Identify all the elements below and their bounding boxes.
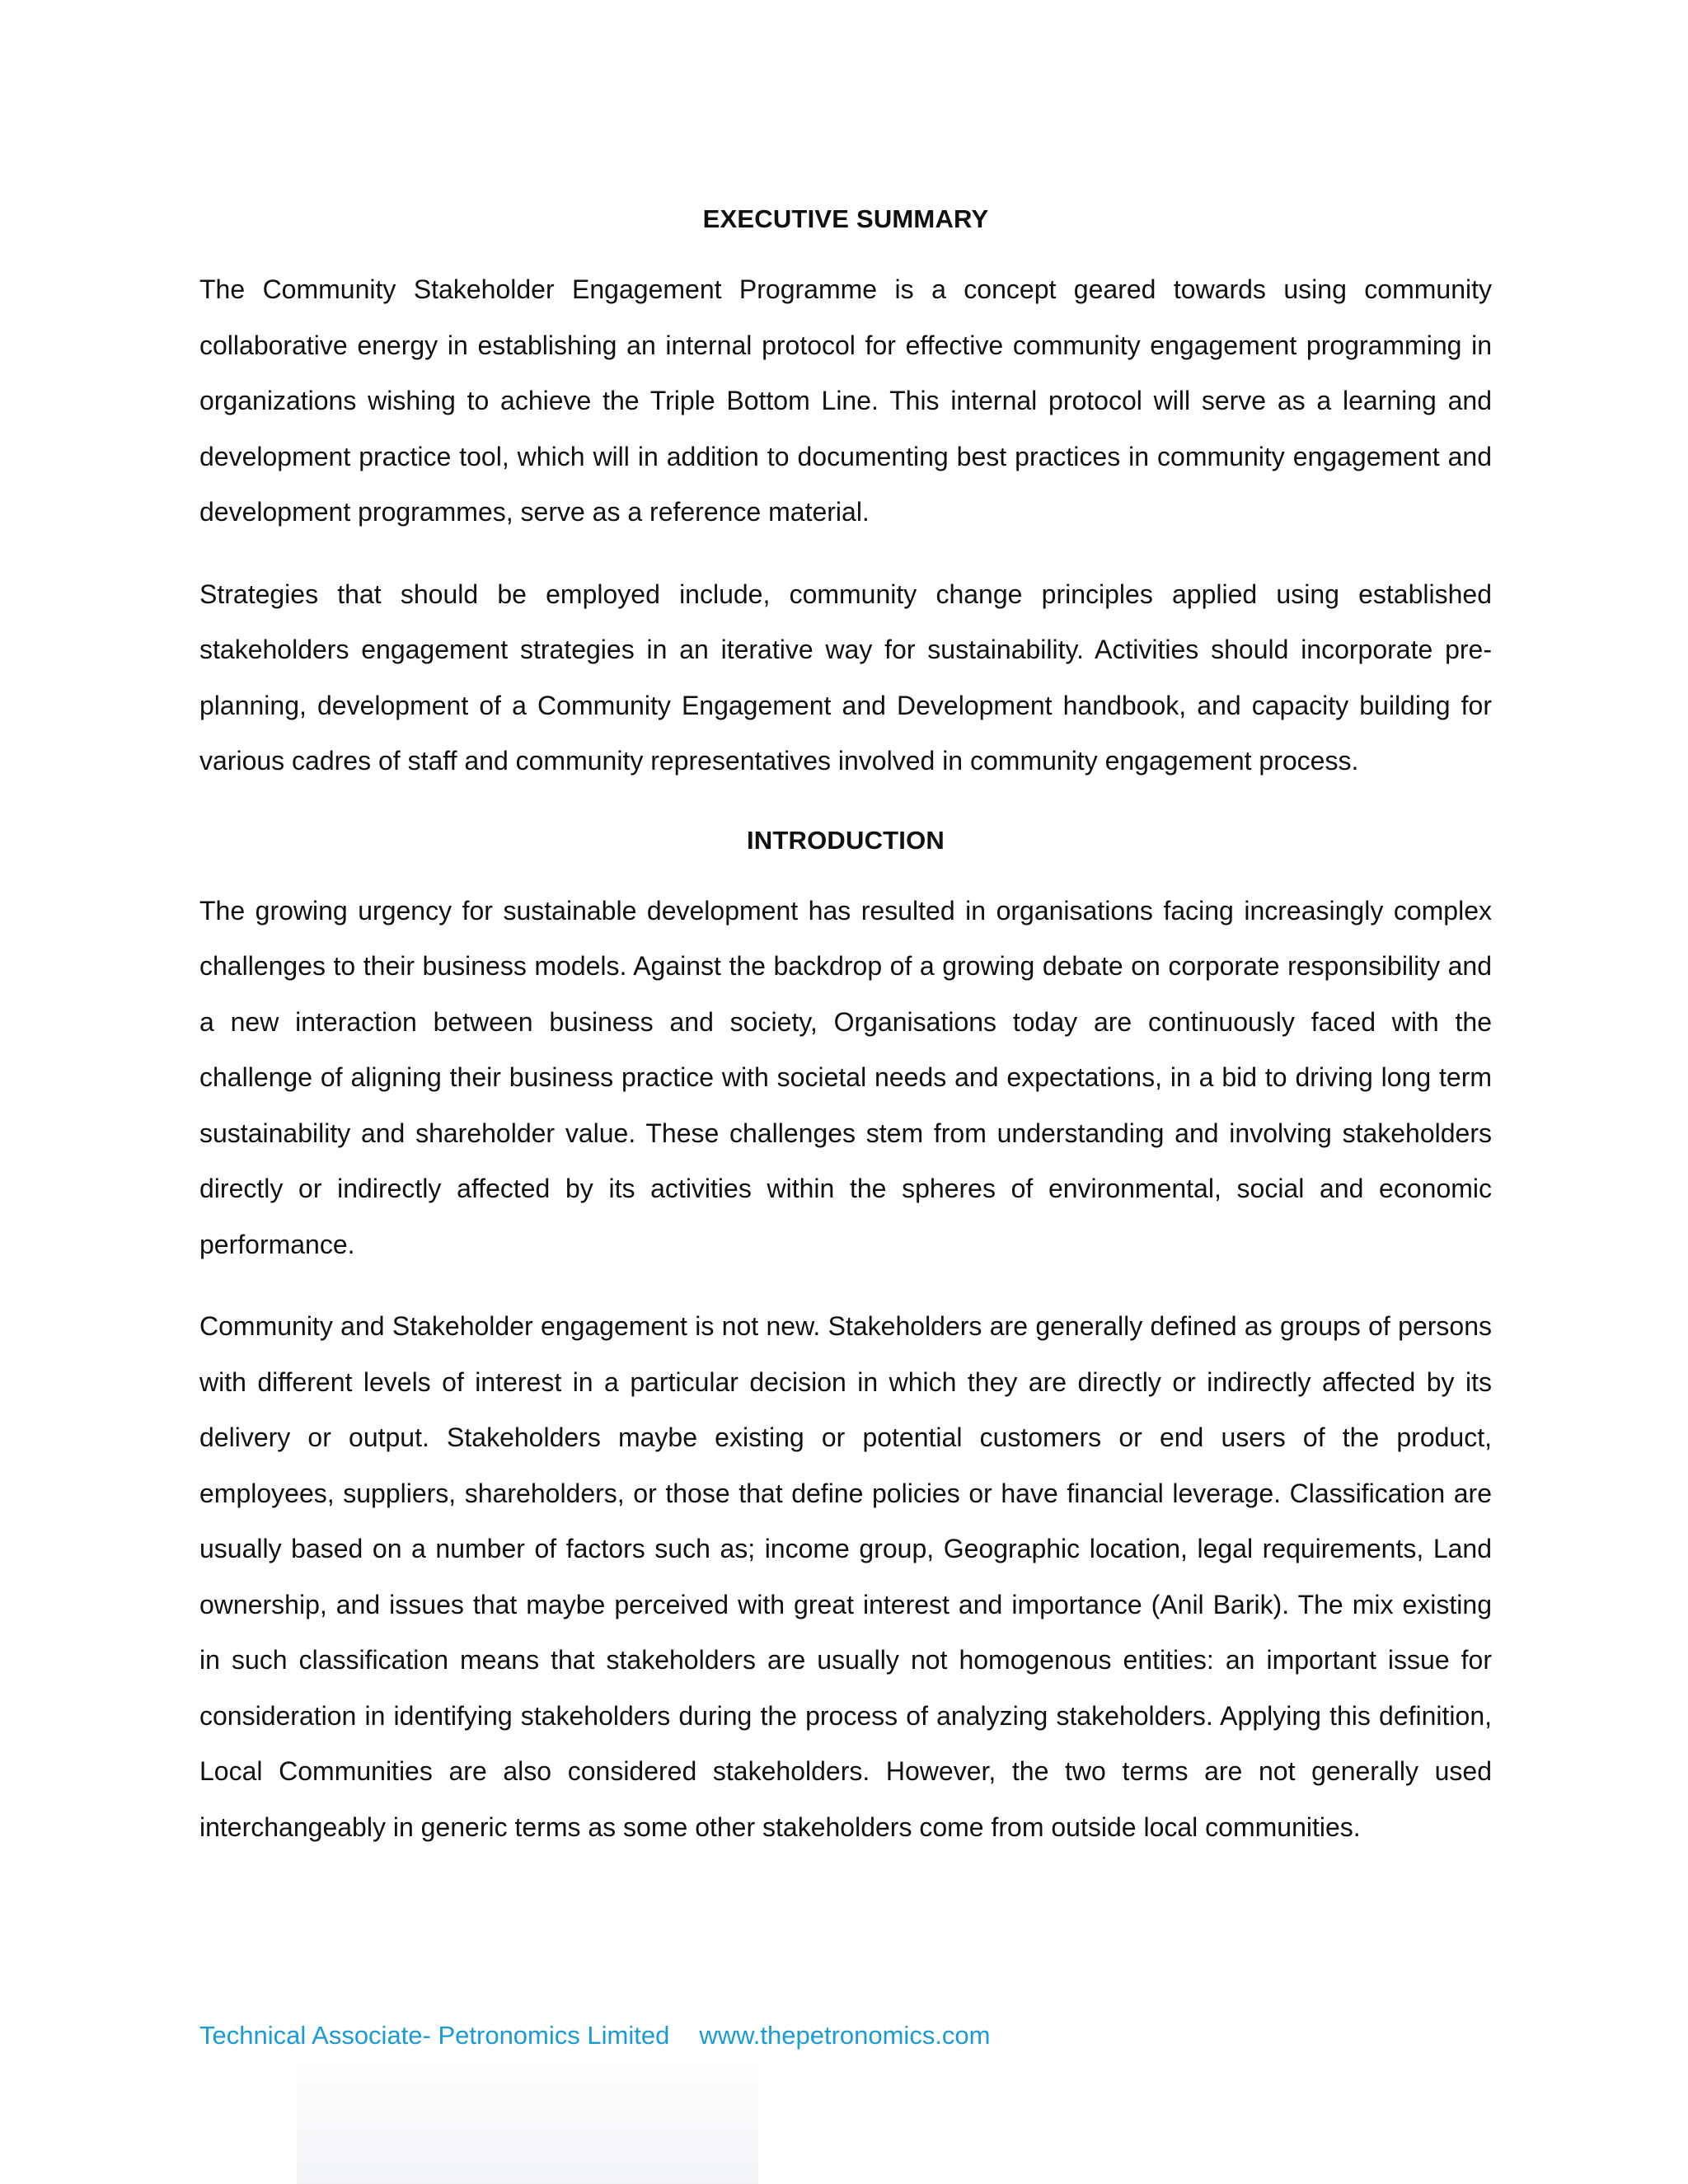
executive-summary-paragraph-2: Strategies that should be employed include, community change principles applied using established stakeholders engagement strategies in an iterative way for sustainability. Activities should incorporate pre-planning, development of a Community Engagement and Development handbook, and capacity building for various cadres of staff and community representatives involved in community engagement process. (199, 579, 1492, 776)
introduction-paragraph-2: Community and Stakeholder engagement is not new. Stakeholders are generally defined as groups of persons with different levels of interest in a particular decision in which they are directly or indirectly affected by its delivery or output. Stakeholders maybe existing or potential customers or end users of the product, employees, suppliers, shareholders, or those that define policies or have financial leverage. Classification are usually based on a number of factors such as; income group, Geographic location, legal requirements, Land ownership, and issues that maybe perceived with great interest and importance (Anil Barik). The mix existing in such classification means that stakeholders are usually not homogenous entities: an important issue for consideration in identifying stakeholders during the process of analyzing stakeholders. Applying this definition, Local Communities are also considered stakeholders. However, the two terms are not generally used interchangeably in generic terms as some other stakeholders come from outside local communities. (199, 1311, 1492, 1842)
footer-website-link[interactable]: www.thepetronomics.com (699, 2021, 991, 2050)
page-content (199, 194, 1492, 1855)
scan-shadow (297, 2060, 758, 2184)
footer-company: Technical Associate- Petronomics Limited (199, 2021, 670, 2050)
introduction-heading: INTRODUCTION (746, 825, 945, 855)
page-footer (199, 2018, 991, 2054)
introduction-paragraph-1: The growing urgency for sustainable development has resulted in organisations facing increasingly complex challenges to their business models. Against the backdrop of a growing debate on corporate responsibility and a new interaction between business and society, Organisations today are continuously faced with the challenge of aligning their business practice with societal needs and expectations, in a bid to driving long term sustainability and shareholder value. These challenges stem from understanding and involving stakeholders directly or indirectly affected by its activities within the spheres of environmental, social and economic performance. (199, 895, 1492, 1259)
executive-summary-paragraph-1: The Community Stakeholder Engagement Programme is a concept geared towards using community collaborative energy in establishing an internal protocol for effective community engagement programming in organizations wishing to achieve the Triple Bottom Line. This internal protocol will serve as a learning and development practice tool, which will in addition to documenting best practices in community engagement and development programmes, serve as a reference material. (199, 274, 1492, 527)
executive-summary-heading: EXECUTIVE SUMMARY (702, 204, 989, 233)
